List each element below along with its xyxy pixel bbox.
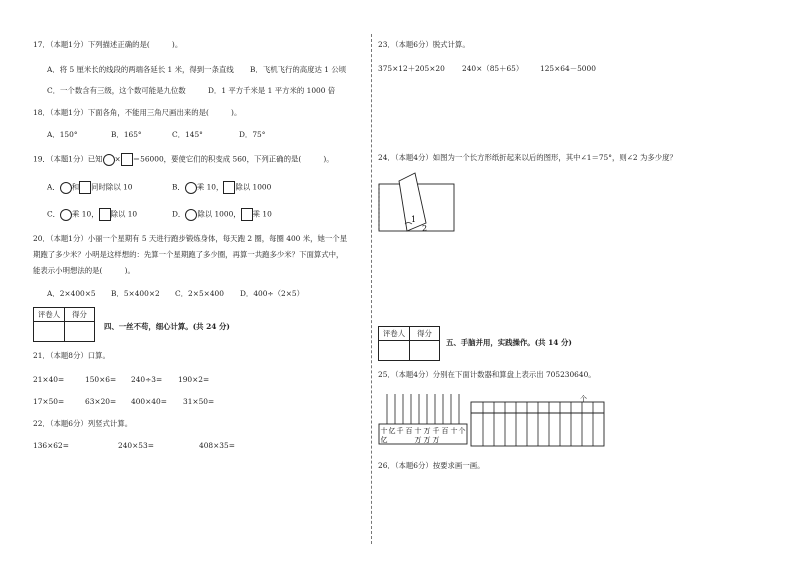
section4-title: 四、一丝不苟，细心计算。(共 24 分) [104, 322, 230, 331]
option-text: 乘 10 [252, 209, 272, 219]
option-label: C． [47, 209, 61, 219]
angle-2-label: 2 [422, 224, 428, 233]
abacus-ones-label: 个 [580, 395, 587, 403]
score-table-section5 [378, 326, 440, 361]
place-label: 千 [396, 427, 404, 435]
place-label: 千 [432, 427, 440, 435]
vertical-calc-item: 136×62= [33, 441, 69, 450]
q20-line1: 20．（本题1分）小丽一个星期有 5 天进行跑步锻炼身体，每天跑 2 圈，每圈 400 米，她一个星 [33, 234, 348, 243]
blank-square-icon [121, 153, 133, 166]
counter-abacus[interactable] [378, 392, 470, 446]
blank-square-icon [223, 181, 235, 194]
abacus[interactable] [470, 392, 606, 448]
option-text: 和 [71, 182, 80, 192]
q18-stem: 18．（本题1分）下面各角，不能用三角尺画出来的是( )。 [33, 108, 242, 117]
calc-item: 400×40= [131, 397, 167, 406]
place-label: 个 [458, 427, 466, 435]
option-text: 除以 1000， [197, 209, 241, 219]
option-text: 除以 10 [110, 209, 138, 219]
q26-stem: 26．（本题6分）按要求画一画。 [378, 461, 485, 470]
section5-title: 五、手脑并用，实践操作。(共 14 分) [446, 338, 572, 347]
calc-item: 240÷3= [131, 375, 163, 384]
grader-cell[interactable] [34, 322, 65, 342]
grader-cell[interactable] [379, 341, 410, 361]
score-label: 得分 [410, 327, 440, 341]
q19-option-d[interactable] [172, 208, 272, 221]
blank-circle-icon [60, 209, 72, 221]
calc-item: 31×50= [183, 397, 215, 406]
q17-stem: 17．（本题1分）下列描述正确的是( )。 [33, 40, 183, 49]
q19-stem-pre: 19．（本题1分）已知 [33, 154, 103, 164]
q20-option-d[interactable]: D．400÷（2×5） [240, 289, 304, 298]
grader-label: 评卷人 [34, 308, 65, 322]
q19-stem-post: ＝56000，要使它们的积变成 560，下列正确的是( )。 [132, 154, 334, 164]
stepwise-calc-item: 240×（85＋65） [462, 64, 524, 73]
place-label: 十 [380, 427, 388, 435]
score-table-section4 [33, 307, 95, 342]
column-divider [371, 34, 372, 544]
place-label: 亿 [380, 436, 388, 444]
option-label: A． [47, 182, 60, 192]
q20-line2: 期跑了多少米？小明是这样想的：先算一个星期跑了多少圈，再算一共跑多少米？下面算式中， [33, 250, 344, 259]
option-text: 乘 10， [196, 182, 224, 192]
place-label: 百 [405, 427, 413, 435]
stepwise-calc-item: 125×64－5000 [540, 64, 596, 73]
grader-label: 评卷人 [379, 327, 410, 341]
blank-circle-icon [185, 209, 197, 221]
q25-stem: 25．（本题4分）分别在下面计数器和算盘上表示出 705230640。 [378, 370, 596, 379]
calc-item: 150×6= [85, 375, 117, 384]
q17-option-b[interactable]: B．飞机飞行的高度达 1 公顷 [250, 65, 347, 74]
calc-item: 63×20= [85, 397, 117, 406]
score-label: 得分 [65, 308, 95, 322]
blank-circle-icon [60, 182, 72, 194]
q17-option-a[interactable]: A．将 5 厘米长的线段的两端各延长 1 米，得到一条直线 [47, 65, 234, 74]
blank-square-icon [241, 208, 253, 221]
blank-circle-icon [103, 154, 115, 166]
blank-circle-icon [185, 182, 197, 194]
place-label: 万 [423, 436, 431, 444]
q17-option-c[interactable]: C．一个数含有三级，这个数可能是九位数 [47, 86, 186, 95]
q20-option-b[interactable]: B．5×400×2 [111, 289, 160, 298]
abacus-frame [471, 402, 604, 446]
q24-stem: 24．（本题4分）如图为一个长方形纸折起来以后的图形，其中∠1＝75°，则∠2 为多少度？ [378, 153, 677, 162]
place-label: 万 [423, 427, 431, 435]
vertical-calc-item: 408×35= [199, 441, 235, 450]
q19-stem [33, 153, 334, 166]
calc-item: 190×2= [178, 375, 210, 384]
q20-option-a[interactable]: A．2×400×5 [47, 289, 96, 298]
option-text: 同时除以 10 [91, 182, 133, 192]
calc-item: 17×50= [33, 397, 65, 406]
option-text: 乘 10， [72, 209, 99, 219]
q18-option-c[interactable]: C．145° [172, 130, 203, 139]
vertical-calc-item: 240×53= [118, 441, 154, 450]
place-label: 万 [432, 436, 440, 444]
q20-option-c[interactable]: C．2×5×400 [175, 289, 224, 298]
score-cell[interactable] [410, 341, 440, 361]
q18-option-a[interactable]: A．150° [47, 130, 78, 139]
option-label: D． [172, 209, 186, 219]
place-label: 百 [441, 427, 449, 435]
place-label: 十 [414, 427, 422, 435]
q17-option-d[interactable]: D．1 平方千米是 1 平方米的 1000 倍 [208, 86, 336, 95]
option-text: 除以 1000 [235, 182, 272, 192]
angle-1-label: 1 [411, 215, 417, 224]
calc-item: 21×40= [33, 375, 65, 384]
q20-line3: 能表示小明想法的是( )。 [33, 266, 135, 275]
stepwise-calc-item: 375×12＋205×20 [378, 64, 445, 73]
q18-option-b[interactable]: B．165° [111, 130, 142, 139]
score-cell[interactable] [65, 322, 95, 342]
q19-times: × [114, 154, 121, 164]
q18-option-d[interactable]: D．75° [239, 130, 266, 139]
blank-square-icon [79, 181, 91, 194]
q19-option-a[interactable] [47, 181, 132, 194]
q22-stem: 22．（本题6分）列竖式计算。 [33, 419, 133, 428]
place-label: 十 [450, 427, 458, 435]
q23-stem: 23．（本题6分）脱式计算。 [378, 40, 470, 49]
place-label: 万 [414, 436, 422, 444]
option-label: B． [172, 182, 185, 192]
folded-rectangle-figure [378, 172, 456, 236]
place-label: 亿 [388, 427, 396, 435]
blank-square-icon [99, 208, 111, 221]
q19-option-c[interactable] [47, 208, 137, 221]
q21-stem: 21．（本题8分）口算。 [33, 351, 110, 360]
q19-option-b[interactable] [172, 181, 271, 194]
